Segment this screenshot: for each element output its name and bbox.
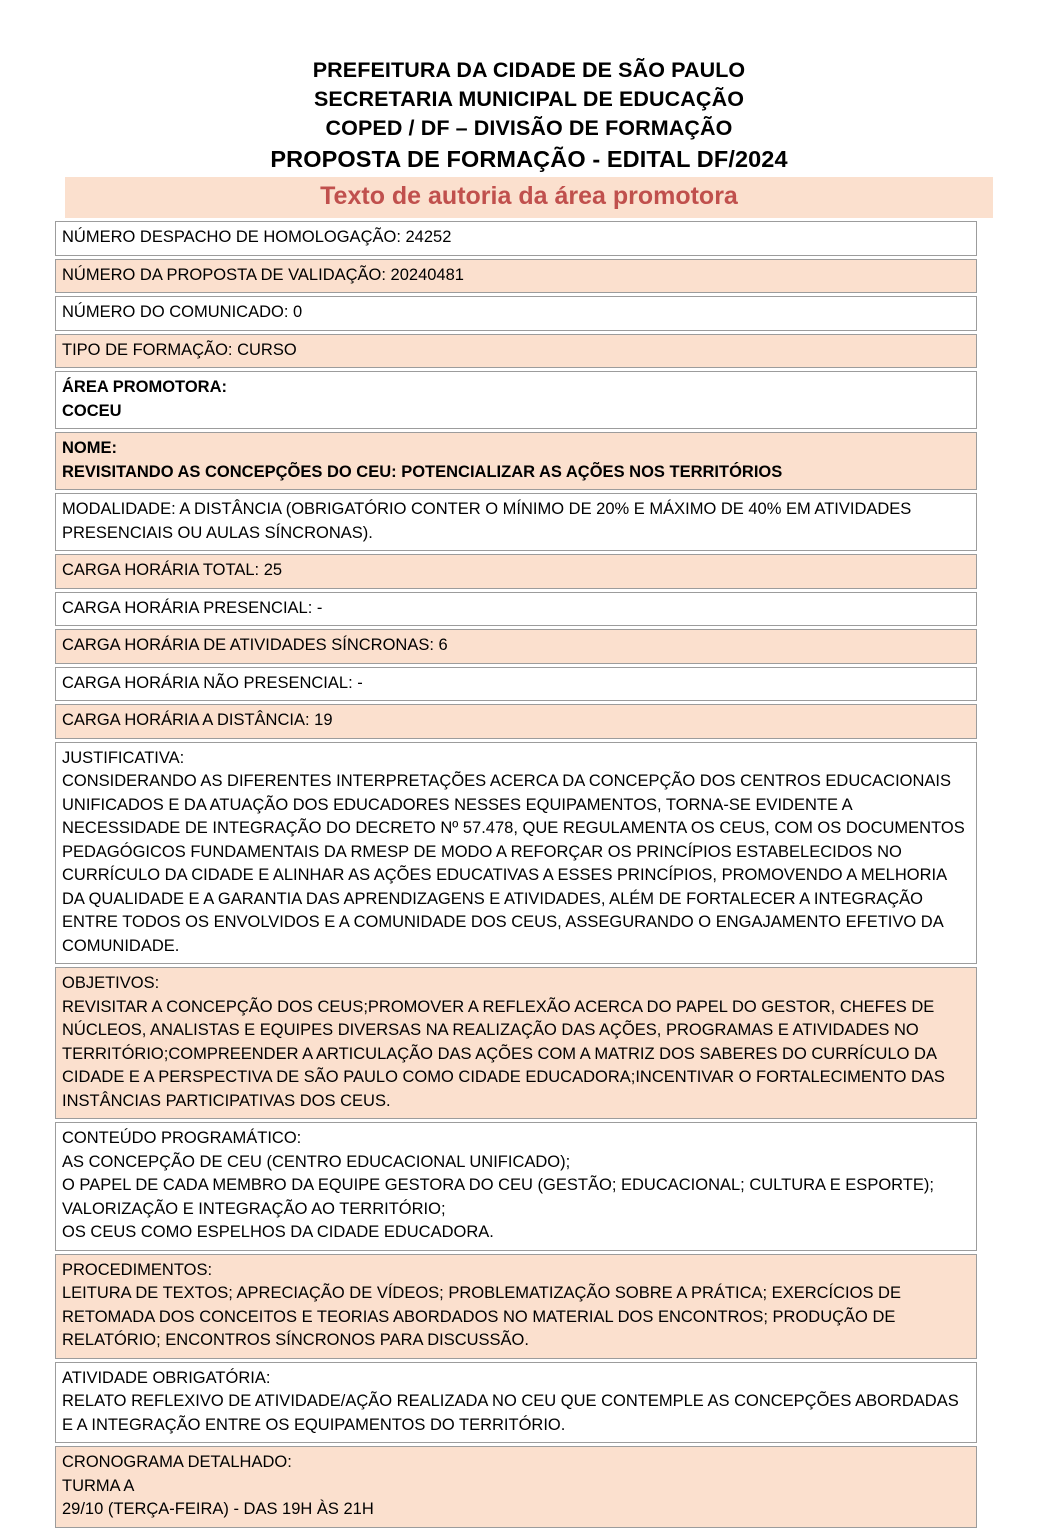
cell-conteudo-programatico <box>55 1122 977 1251</box>
cronograma-turma: TURMA A <box>62 1476 135 1495</box>
conteudo-item-1: AS CONCEPÇÃO DE CEU (CENTRO EDUCACIONAL UNIFICADO); <box>62 1152 571 1171</box>
table-row-atividade-obrigatoria <box>55 1362 977 1444</box>
cronograma-data: 29/10 (TERÇA-FEIRA) - DAS 19H ÀS 21H <box>62 1500 374 1518</box>
table-row-nome <box>55 432 977 490</box>
table-row-comunicado <box>55 296 977 331</box>
cell-atividade-obrigatoria <box>55 1362 977 1444</box>
table-row-carga-total <box>55 554 977 589</box>
cell-carga-horaria-presencial <box>55 592 977 627</box>
author-banner-text: Texto de autoria da área promotora <box>320 182 738 210</box>
table-row-modalidade <box>55 493 977 551</box>
carga-horaria-total-text: CARGA HORÁRIA TOTAL: 25 <box>62 561 283 579</box>
procedimentos-body: LEITURA DE TEXTOS; APRECIAÇÃO DE VÍDEOS; PROBLEMATIZAÇÃO SOBRE A PRÁTICA; EXERCÍCIOS DE RETOMADA DOS CONCEITOS E TEORIAS ABORDADOS NO MATERIAL DOS ENCONTROS; PRODUÇÃO DE RELATÓRIO; ENCONTROS SÍNCRONOS PARA DISCUSSÃO. <box>62 1284 901 1349</box>
procedimentos-label: PROCEDIMENTOS: <box>62 1260 213 1279</box>
cell-numero-comunicado <box>55 296 977 331</box>
heading-line-prefeitura: PREFEITURA DA CIDADE DE SÃO PAULO <box>312 58 746 82</box>
cell-numero-despacho <box>55 221 977 256</box>
modalidade-text: MODALIDADE: A DISTÂNCIA (OBRIGATÓRIO CONTER O MÍNIMO DE 20% E MÁXIMO DE 40% EM ATIVIDADES PRESENCIAIS OU AULAS SÍNCRONAS). <box>62 500 912 542</box>
numero-comunicado-text: NÚMERO DO COMUNICADO: 0 <box>62 303 303 321</box>
conteudo-item-4: OS CEUS COMO ESPELHOS DA CIDADE EDUCADORA. <box>62 1223 494 1241</box>
document-heading <box>0 0 1058 175</box>
table-row-carga-presencial <box>55 592 977 627</box>
cell-modalidade <box>55 493 977 551</box>
table-row-carga-nao-presencial <box>55 667 977 702</box>
cell-carga-horaria-sincronas <box>55 629 977 664</box>
objetivos-label: OBJETIVOS: <box>62 974 160 992</box>
carga-horaria-distancia-text: CARGA HORÁRIA A DISTÂNCIA: 19 <box>62 711 333 729</box>
objetivos-body: REVISITAR A CONCEPÇÃO DOS CEUS;PROMOVER A REFLEXÃO ACERCA DO PAPEL DO GESTOR, CHEFES DE NÚCLEOS, ANALISTAS E EQUIPES DIVERSAS NA REALIZAÇÃO DAS AÇÕES, PROGRAMAS E ATIVIDADES NO TERRITÓRIO;COMPREENDER A ARTICULAÇÃO DAS AÇÕES COM A MATRIZ DOS SABERES DO CURRÍCULO DA CIDADE E A PERSPECTIVA DE SÃO PAULO COMO CIDADE EDUCADORA;INCENTIVAR O FORTALECIMENTO DAS INSTÂNCIAS PARTICIPATIVAS DOS CEUS. <box>62 997 945 1110</box>
cell-procedimentos <box>55 1254 977 1359</box>
table-row-despacho <box>55 221 977 256</box>
atividade-obrigatoria-body: RELATO REFLEXIVO DE ATIVIDADE/AÇÃO REALIZADA NO CEU QUE CONTEMPLE AS CONCEPÇÕES ABORDADAS E A INTEGRAÇÃO ENTRE OS EQUIPAMENTOS DO TERRITÓRIO. <box>62 1392 959 1434</box>
numero-proposta-text: NÚMERO DA PROPOSTA DE VALIDAÇÃO: 20240481 <box>62 265 464 284</box>
cell-objetivos <box>55 967 977 1119</box>
conteudo-label: CONTEÚDO PROGRAMÁTICO: <box>62 1129 302 1147</box>
cell-numero-proposta <box>55 259 977 294</box>
nome-value: REVISITANDO AS CONCEPÇÕES DO CEU: POTENCIALIZAR AS AÇÕES NOS TERRITÓRIOS <box>62 462 783 481</box>
cell-justificativa <box>55 742 977 965</box>
carga-horaria-nao-presencial-text: CARGA HORÁRIA NÃO PRESENCIAL: - <box>62 673 363 692</box>
conteudo-item-2: O PAPEL DE CADA MEMBRO DA EQUIPE GESTORA DO CEU (GESTÃO; EDUCACIONAL; CULTURA E ESPORTE); <box>62 1176 934 1194</box>
cell-carga-horaria-total <box>55 554 977 589</box>
tipo-formacao-text: TIPO DE FORMAÇÃO: CURSO <box>62 340 297 359</box>
cell-nome <box>55 432 977 490</box>
table-row-objetivos <box>55 967 977 1119</box>
author-banner <box>65 177 993 218</box>
area-promotora-value: COCEU <box>62 401 122 420</box>
proposal-form-table <box>55 218 977 1531</box>
table-row-carga-sincronas <box>55 629 977 664</box>
carga-horaria-presencial-text: CARGA HORÁRIA PRESENCIAL: - <box>62 598 323 617</box>
table-row-carga-distancia <box>55 704 977 739</box>
table-row-conteudo-programatico <box>55 1122 977 1251</box>
justificativa-body: CONSIDERANDO AS DIFERENTES INTERPRETAÇÕES ACERCA DA CONCEPÇÃO DOS CENTROS EDUCACIONAIS UNIFICADOS E DA ATUAÇÃO DOS EDUCADORES NESSES EQUIPAMENTOS, TORNA-SE EVIDENTE A NECESSIDADE DE INTEGRAÇÃO DO DECRETO Nº 57.478, QUE REGULAMENTA OS CEUS, COM OS DOCUMENTOS PEDAGÓGICOS FUNDAMENTAIS DA RMESP DE MODO A REFORÇAR OS PRINCÍPIOS ESTABELECIDOS NO CURRÍCULO DA CIDADE E ALINHAR AS AÇÕES EDUCATIVAS A ESSES PRINCÍPIOS, PROMOVENDO A MELHORIA DA QUALIDADE E A GARANTIA DAS APRENDIZAGENS E ATIVIDADES, ALÉM DE FORTALECER A INTEGRAÇÃO ENTRE TODOS OS ENVOLVIDOS E A COMUNIDADE DOS CEUS, ASSEGURANDO O ENGAJAMENTO EFETIVO DA COMUNIDADE. <box>62 772 965 955</box>
table-row-cronograma <box>55 1446 977 1528</box>
heading-line-coped: COPED / DF – DIVISÃO DE FORMAÇÃO <box>325 116 733 140</box>
heading-line-secretaria: SECRETARIA MUNICIPAL DE EDUCAÇÃO <box>313 87 745 111</box>
atividade-obrigatoria-label: ATIVIDADE OBRIGATÓRIA: <box>62 1368 271 1387</box>
table-row-tipo-formacao <box>55 334 977 369</box>
cell-cronograma-detalhado <box>55 1446 977 1528</box>
cell-area-promotora <box>55 371 977 429</box>
numero-despacho-text: NÚMERO DESPACHO DE HOMOLOGAÇÃO: 24252 <box>62 228 452 246</box>
area-promotora-label: ÁREA PROMOTORA: <box>62 378 227 396</box>
table-row-justificativa <box>55 742 977 965</box>
cell-tipo-formacao <box>55 334 977 369</box>
cronograma-label: CRONOGRAMA DETALHADO: <box>62 1453 292 1471</box>
cell-carga-horaria-distancia <box>55 704 977 739</box>
table-row-procedimentos <box>55 1254 977 1359</box>
table-row-area-promotora <box>55 371 977 429</box>
carga-horaria-sincronas-text: CARGA HORÁRIA DE ATIVIDADES SÍNCRONAS: 6 <box>62 636 448 654</box>
table-row-proposta <box>55 259 977 294</box>
heading-line-proposta: PROPOSTA DE FORMAÇÃO - EDITAL DF/2024 <box>270 146 788 172</box>
justificativa-label: JUSTIFICATIVA: <box>62 748 185 767</box>
nome-label: NOME: <box>62 439 117 457</box>
cell-carga-horaria-nao-presencial <box>55 667 977 702</box>
conteudo-item-3: VALORIZAÇÃO E INTEGRAÇÃO AO TERRITÓRIO; <box>62 1199 446 1218</box>
